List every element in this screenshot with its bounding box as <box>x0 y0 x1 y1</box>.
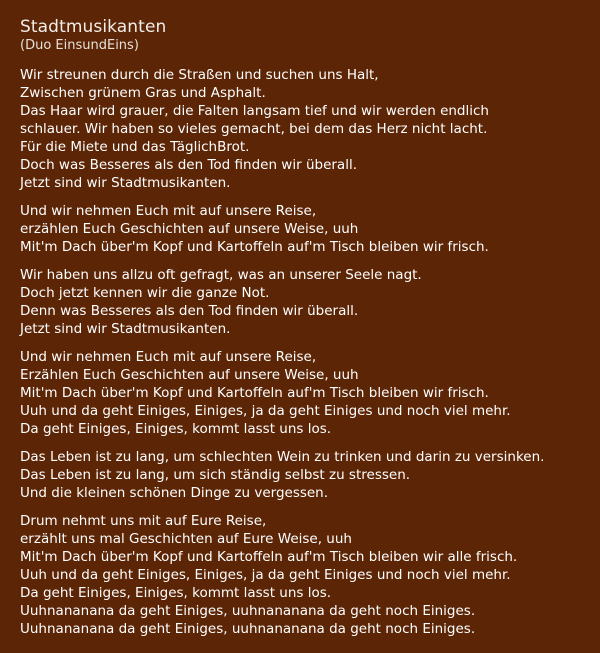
lyrics-stanza <box>20 348 600 438</box>
lyrics-line: Da geht Einiges, Einiges, kommt lasst uns los. <box>20 585 332 601</box>
lyrics-stanza <box>20 512 600 638</box>
lyrics-line: Wir haben uns allzu oft gefragt, was an unserer Seele nagt. <box>20 267 422 283</box>
lyrics-line: Mit'm Dach über'm Kopf und Kartoffeln auf'm Tisch bleiben wir frisch. <box>20 239 489 255</box>
lyrics-line: Und wir nehmen Euch mit auf unsere Reise, <box>20 203 317 219</box>
lyrics-line: Jetzt sind wir Stadtmusikanten. <box>20 175 231 191</box>
lyrics-line: erzählt uns mal Geschichten auf Eure Weise, uuh <box>20 531 352 547</box>
lyrics-line: Da geht Einiges, Einiges, kommt lasst uns los. <box>20 421 332 437</box>
lyrics-stanza <box>20 448 600 502</box>
lyrics-stanza <box>20 202 600 256</box>
lyrics-stanza <box>20 66 600 192</box>
lyrics-line: Denn was Besseres als den Tod finden wir überall. <box>20 303 359 319</box>
lyrics-line: Uuh und da geht Einiges, Einiges, ja da geht Einiges und noch viel mehr. <box>20 403 511 419</box>
lyrics-line: Und die kleinen schönen Dinge zu vergessen. <box>20 485 329 501</box>
song-artist: (Duo EinsundEins) <box>20 38 139 53</box>
lyrics-stanza <box>20 266 600 338</box>
lyrics-line: schlauer. Wir haben so vieles gemacht, bei dem das Herz nicht lacht. <box>20 121 488 137</box>
lyrics-line: Mit'm Dach über'm Kopf und Kartoffeln auf'm Tisch bleiben wir alle frisch. <box>20 549 518 565</box>
lyrics-line: Wir streunen durch die Straßen und suchen uns Halt, <box>20 67 379 83</box>
lyrics-line: Jetzt sind wir Stadtmusikanten. <box>20 321 231 337</box>
lyrics-line: Mit'm Dach über'm Kopf und Kartoffeln auf'm Tisch bleiben wir frisch. <box>20 385 489 401</box>
lyrics-line: Doch jetzt kennen wir die ganze Not. <box>20 285 270 301</box>
lyrics-line: Uuhnananana da geht Einiges, uuhnananana da geht noch Einiges. <box>20 603 476 619</box>
lyrics-body <box>20 66 600 638</box>
lyrics-line: Das Leben ist zu lang, um schlechten Wein zu trinken und darin zu versinken. <box>20 449 545 465</box>
lyrics-line: erzählen Euch Geschichten auf unsere Weise, uuh <box>20 221 359 237</box>
lyrics-line: Und wir nehmen Euch mit auf unsere Reise, <box>20 349 317 365</box>
lyrics-line: Das Haar wird grauer, die Falten langsam tief und wir werden endlich <box>20 103 489 119</box>
lyrics-line: Uuhnananana da geht Einiges, uuhnananana da geht noch Einiges. <box>20 621 476 637</box>
lyrics-line: Das Leben ist zu lang, um sich ständig selbst zu stressen. <box>20 467 411 483</box>
lyrics-line: Doch was Besseres als den Tod finden wir überall. <box>20 157 357 173</box>
lyrics-line: Für die Miete und das TäglichBrot. <box>20 139 250 155</box>
lyrics-line: Zwischen grünem Gras und Asphalt. <box>20 85 266 101</box>
lyrics-line: Erzählen Euch Geschichten auf unsere Weise, uuh <box>20 367 359 383</box>
lyrics-line: Uuh und da geht Einiges, Einiges, ja da geht Einiges und noch viel mehr. <box>20 567 511 583</box>
song-title: Stadtmusikanten <box>20 17 167 37</box>
lyrics-line: Drum nehmt uns mit auf Eure Reise, <box>20 513 267 529</box>
